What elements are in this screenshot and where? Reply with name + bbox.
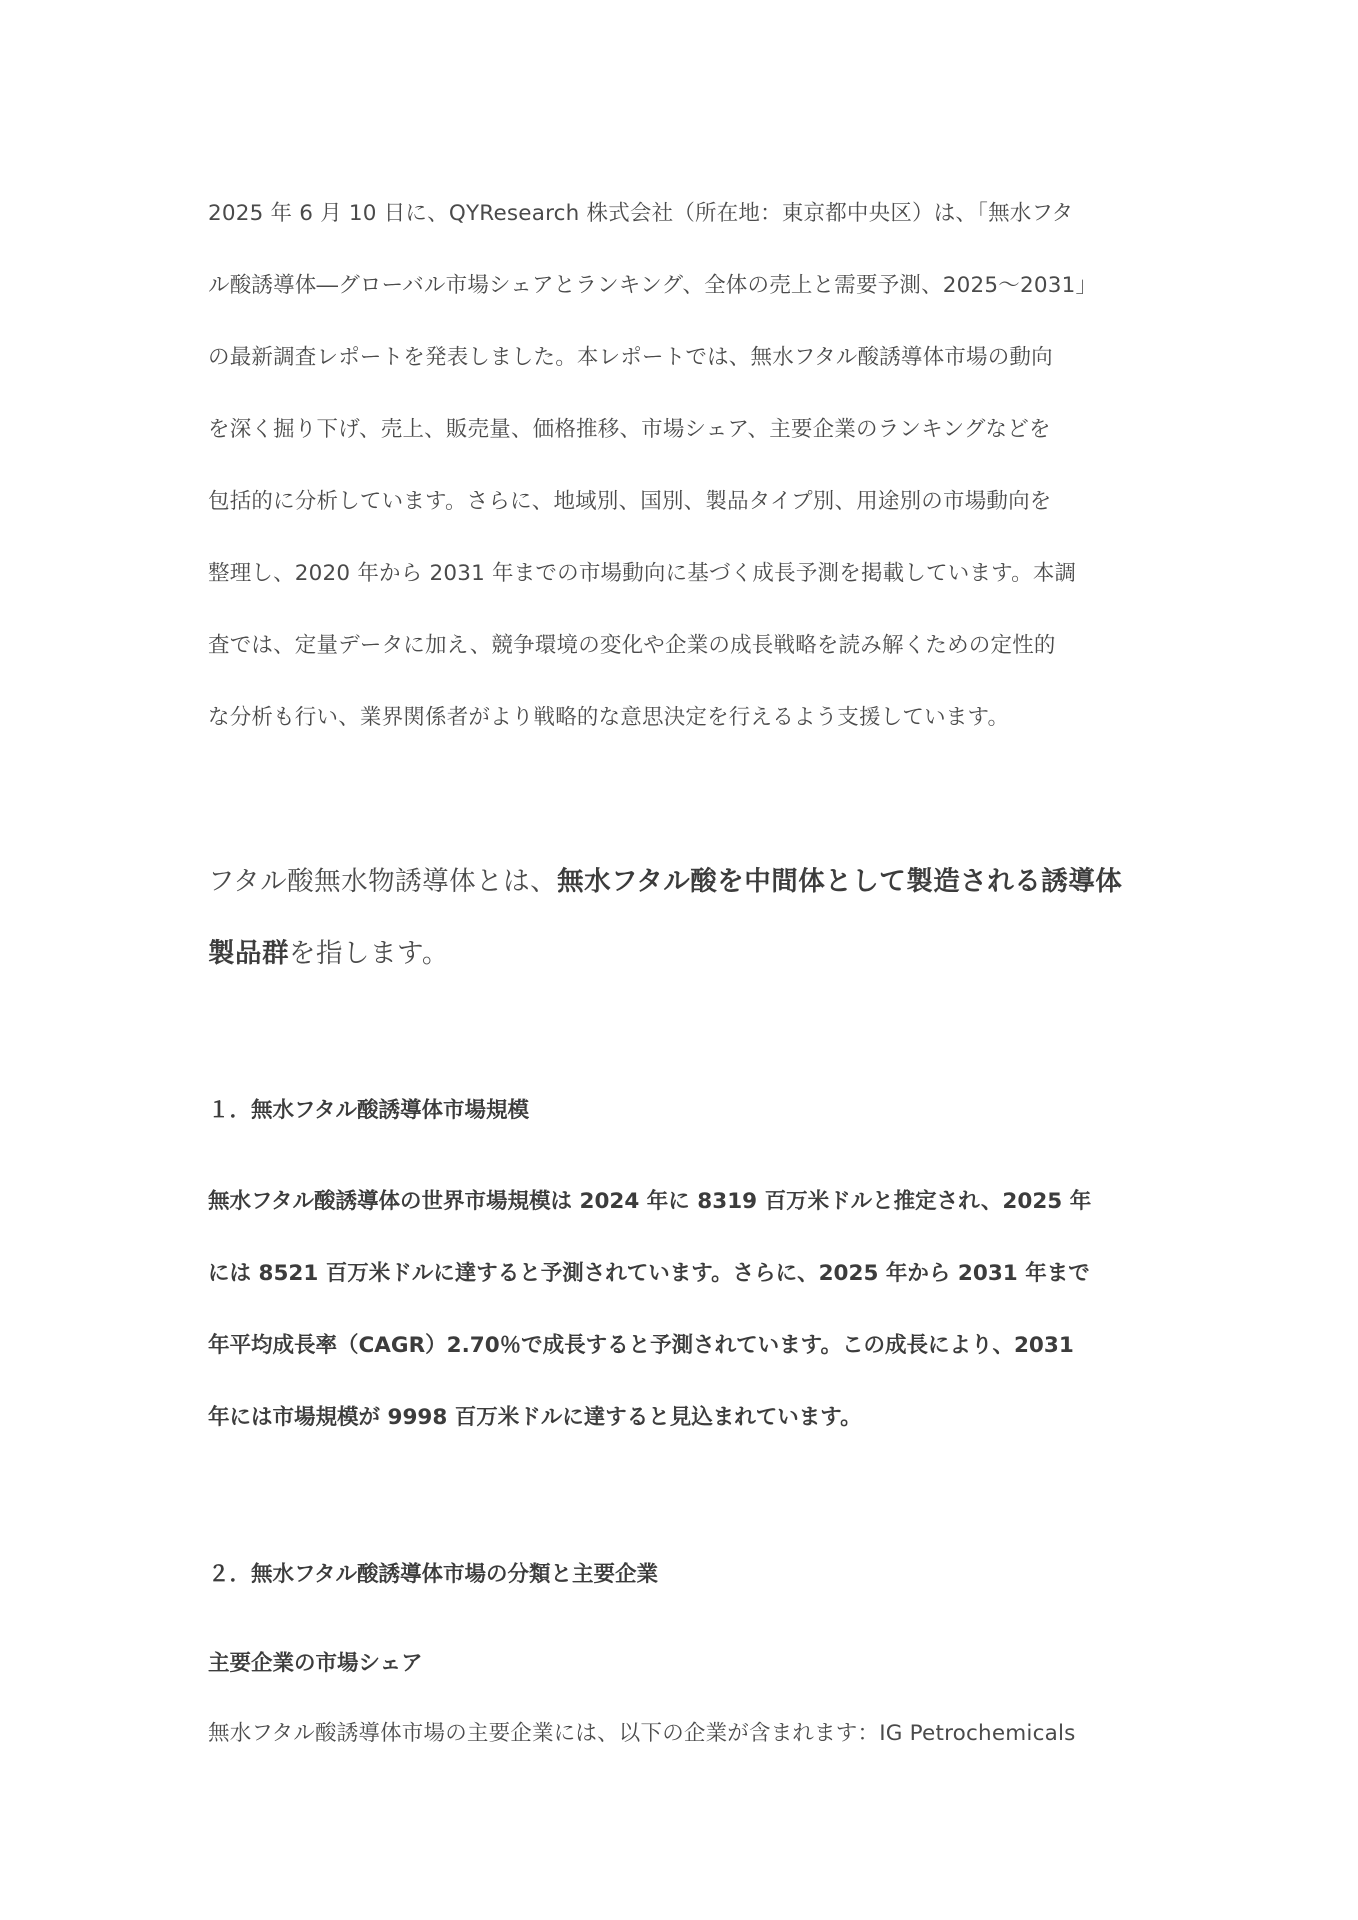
section-heading-classification: ２．無水フタル酸誘導体市場の分類と主要企業 — [208, 1562, 658, 1587]
intro-line: を深く掘り下げ、売上、販売量、価格推移、市場シェア、主要企業のランキングなどを — [208, 417, 1051, 442]
intro-line: 包括的に分析しています。さらに、地域別、国別、製品タイプ別、用途別の市場動向を — [208, 489, 1052, 514]
section-heading-market-size: １．無水フタル酸誘導体市場規模 — [208, 1098, 529, 1123]
market-line: 年平均成長率（CAGR）2.70％で成長すると予測されています。この成長により、2031 — [208, 1333, 1074, 1358]
market-line: には 8521 百万米ドルに達すると予測されています。さらに、2025 年から 2031 年まで — [208, 1261, 1090, 1286]
definition-line — [208, 846, 1168, 918]
definition-bold-text: 製品群 — [208, 938, 289, 969]
definition-line — [208, 918, 1168, 990]
intro-line: 整理し、2020 年から 2031 年までの市場動向に基づく成長予測を掲載しています。本調 — [208, 561, 1077, 586]
intro-line: な分析も行い、業界関係者がより戦略的な意思決定を行えるよう支援しています。 — [208, 705, 1010, 730]
definition-prefix: フタル酸無水物誘導体とは、 — [208, 866, 558, 897]
intro-line: 査では、定量データに加え、競争環境の変化や企業の成長戦略を読み解くための定性的 — [208, 633, 1056, 658]
definition-suffix: を指します。 — [289, 938, 449, 969]
companies-paragraph: 無水フタル酸誘導体市場の主要企業には、以下の企業が含まれます：IG Petrochemicals — [208, 1721, 1076, 1746]
intro-line: の最新調査レポートを発表しました。本レポートでは、無水フタル酸誘導体市場の動向 — [208, 345, 1053, 370]
intro-line: 2025 年 6 月 10 日に、QYResearch 株式会社（所在地：東京都中央区）は、「無水フタ — [208, 201, 1074, 226]
market-line: 年には市場規模が 9998 百万米ドルに達すると見込まれています。 — [208, 1405, 862, 1430]
market-line: 無水フタル酸誘導体の世界市場規模は 2024 年に 8319 百万米ドルと推定され、2025 年 — [208, 1189, 1092, 1214]
definition-paragraph — [208, 846, 1168, 990]
definition-bold-text: 無水フタル酸を中間体として製造される誘導体 — [557, 866, 1123, 897]
intro-line: ル酸誘導体―グローバル市場シェアとランキング、全体の売上と需要予測、2025～2031」 — [208, 273, 1098, 298]
subheading-market-share: 主要企業の市場シェア — [208, 1651, 423, 1676]
intro-paragraph — [208, 178, 1168, 754]
market-size-paragraph — [208, 1166, 1168, 1454]
